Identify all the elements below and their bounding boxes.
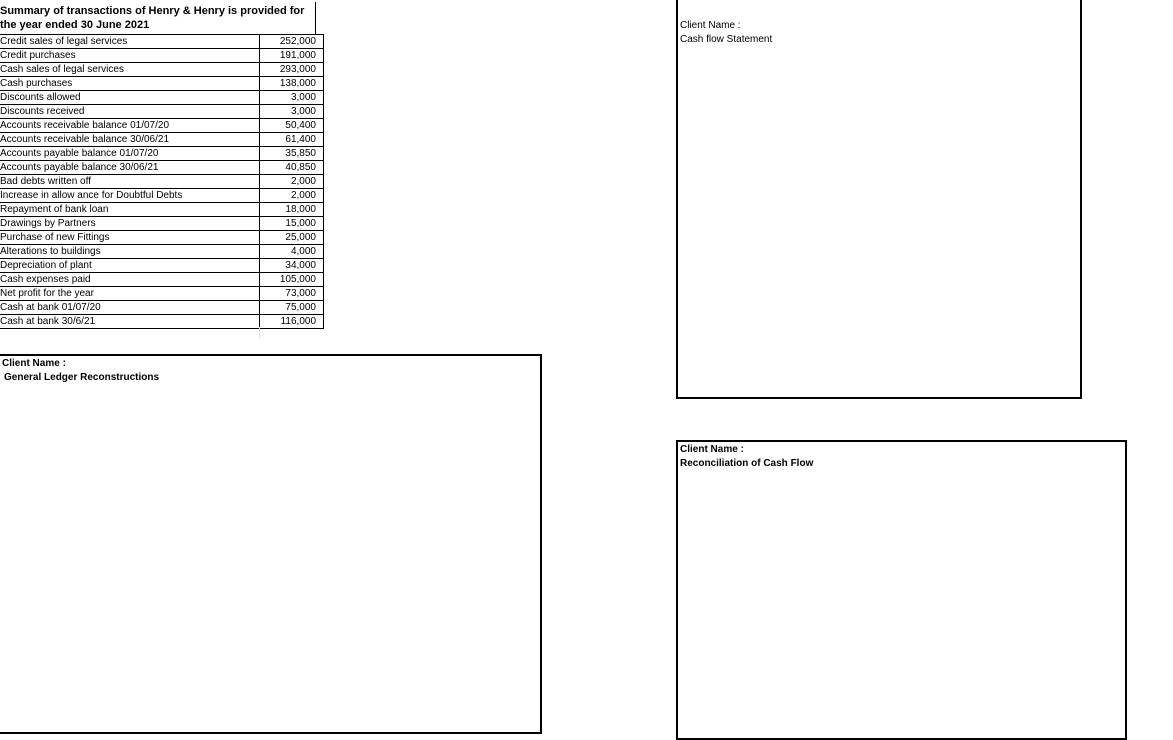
- row-label[interactable]: Bad debts written off: [0, 175, 260, 189]
- row-value[interactable]: 50,400: [260, 119, 324, 133]
- row-value[interactable]: 4,000: [260, 245, 324, 259]
- general-ledger-box[interactable]: [0, 354, 542, 734]
- table-row: [0, 273, 324, 287]
- table-row: [0, 287, 324, 301]
- gridline: [259, 327, 260, 339]
- row-value[interactable]: 3,000: [260, 105, 324, 119]
- row-value[interactable]: 18,000: [260, 203, 324, 217]
- row-value[interactable]: 3,000: [260, 91, 324, 105]
- row-value[interactable]: 293,000: [260, 63, 324, 77]
- summary-title-line-1: Summary of transactions of Henry & Henry is provided for: [0, 5, 305, 17]
- row-label[interactable]: Cash sales of legal services: [0, 63, 260, 77]
- row-value[interactable]: 138,000: [260, 77, 324, 91]
- row-label[interactable]: Drawings by Partners: [0, 217, 260, 231]
- table-row: [0, 133, 324, 147]
- reconciliation-box[interactable]: [676, 440, 1127, 740]
- row-value[interactable]: 61,400: [260, 133, 324, 147]
- table-row: [0, 231, 324, 245]
- row-value[interactable]: 116,000: [260, 315, 324, 329]
- row-value[interactable]: 40,850: [260, 161, 324, 175]
- row-value[interactable]: 25,000: [260, 231, 324, 245]
- table-row: [0, 175, 324, 189]
- table-row: [0, 35, 324, 49]
- row-value[interactable]: 75,000: [260, 301, 324, 315]
- row-label[interactable]: Cash at bank 30/6/21: [0, 315, 260, 329]
- client-name-label: Client Name :: [680, 444, 744, 455]
- transactions-summary: [0, 2, 317, 329]
- table-row: [0, 203, 324, 217]
- table-row: [0, 259, 324, 273]
- row-label[interactable]: Cash at bank 01/07/20: [0, 301, 260, 315]
- table-row: [0, 77, 324, 91]
- row-label[interactable]: Discounts received: [0, 105, 260, 119]
- row-value[interactable]: 191,000: [260, 49, 324, 63]
- cash-flow-statement-title: Cash flow Statement: [680, 34, 773, 45]
- table-row: [0, 63, 324, 77]
- row-value[interactable]: 2,000: [260, 189, 324, 203]
- row-value[interactable]: 35,850: [260, 147, 324, 161]
- summary-title-line-2: the year ended 30 June 2021: [0, 19, 150, 31]
- table-row: [0, 161, 324, 175]
- table-row: [0, 49, 324, 63]
- row-value[interactable]: 2,000: [260, 175, 324, 189]
- row-value[interactable]: 73,000: [260, 287, 324, 301]
- transactions-table: [0, 34, 324, 329]
- table-row: [0, 105, 324, 119]
- row-label[interactable]: Credit sales of legal services: [0, 35, 260, 49]
- row-label[interactable]: Cash purchases: [0, 77, 260, 91]
- row-label[interactable]: Cash expenses paid: [0, 273, 260, 287]
- table-row: [0, 315, 324, 329]
- general-ledger-title: General Ledger Reconstructions: [4, 372, 160, 383]
- client-name-label: Client Name :: [2, 358, 66, 369]
- table-row: [0, 147, 324, 161]
- row-label[interactable]: Repayment of bank loan: [0, 203, 260, 217]
- row-value[interactable]: 15,000: [260, 217, 324, 231]
- table-row: [0, 119, 324, 133]
- summary-title: [0, 2, 316, 34]
- row-label[interactable]: Alterations to buildings: [0, 245, 260, 259]
- row-value[interactable]: 105,000: [260, 273, 324, 287]
- row-label[interactable]: Depreciation of plant: [0, 259, 260, 273]
- row-label[interactable]: Accounts payable balance 30/06/21: [0, 161, 260, 175]
- row-label[interactable]: Accounts payable balance 01/07/20: [0, 147, 260, 161]
- row-label[interactable]: Increase in allow ance for Doubtful Debts: [0, 189, 260, 203]
- cash-flow-statement-box[interactable]: [676, 0, 1082, 399]
- table-row: [0, 245, 324, 259]
- reconciliation-title: Reconciliation of Cash Flow: [680, 458, 814, 469]
- row-label[interactable]: Purchase of new Fittings: [0, 231, 260, 245]
- table-row: [0, 217, 324, 231]
- row-value[interactable]: 34,000: [260, 259, 324, 273]
- table-row: [0, 189, 324, 203]
- row-label[interactable]: Credit purchases: [0, 49, 260, 63]
- row-label[interactable]: Net profit for the year: [0, 287, 260, 301]
- table-row: [0, 301, 324, 315]
- row-label[interactable]: Accounts receivable balance 01/07/20: [0, 119, 260, 133]
- client-name-label: Client Name :: [680, 20, 741, 31]
- row-value[interactable]: 252,000: [260, 35, 324, 49]
- row-label[interactable]: Discounts allowed: [0, 91, 260, 105]
- table-row: [0, 91, 324, 105]
- row-label[interactable]: Accounts receivable balance 30/06/21: [0, 133, 260, 147]
